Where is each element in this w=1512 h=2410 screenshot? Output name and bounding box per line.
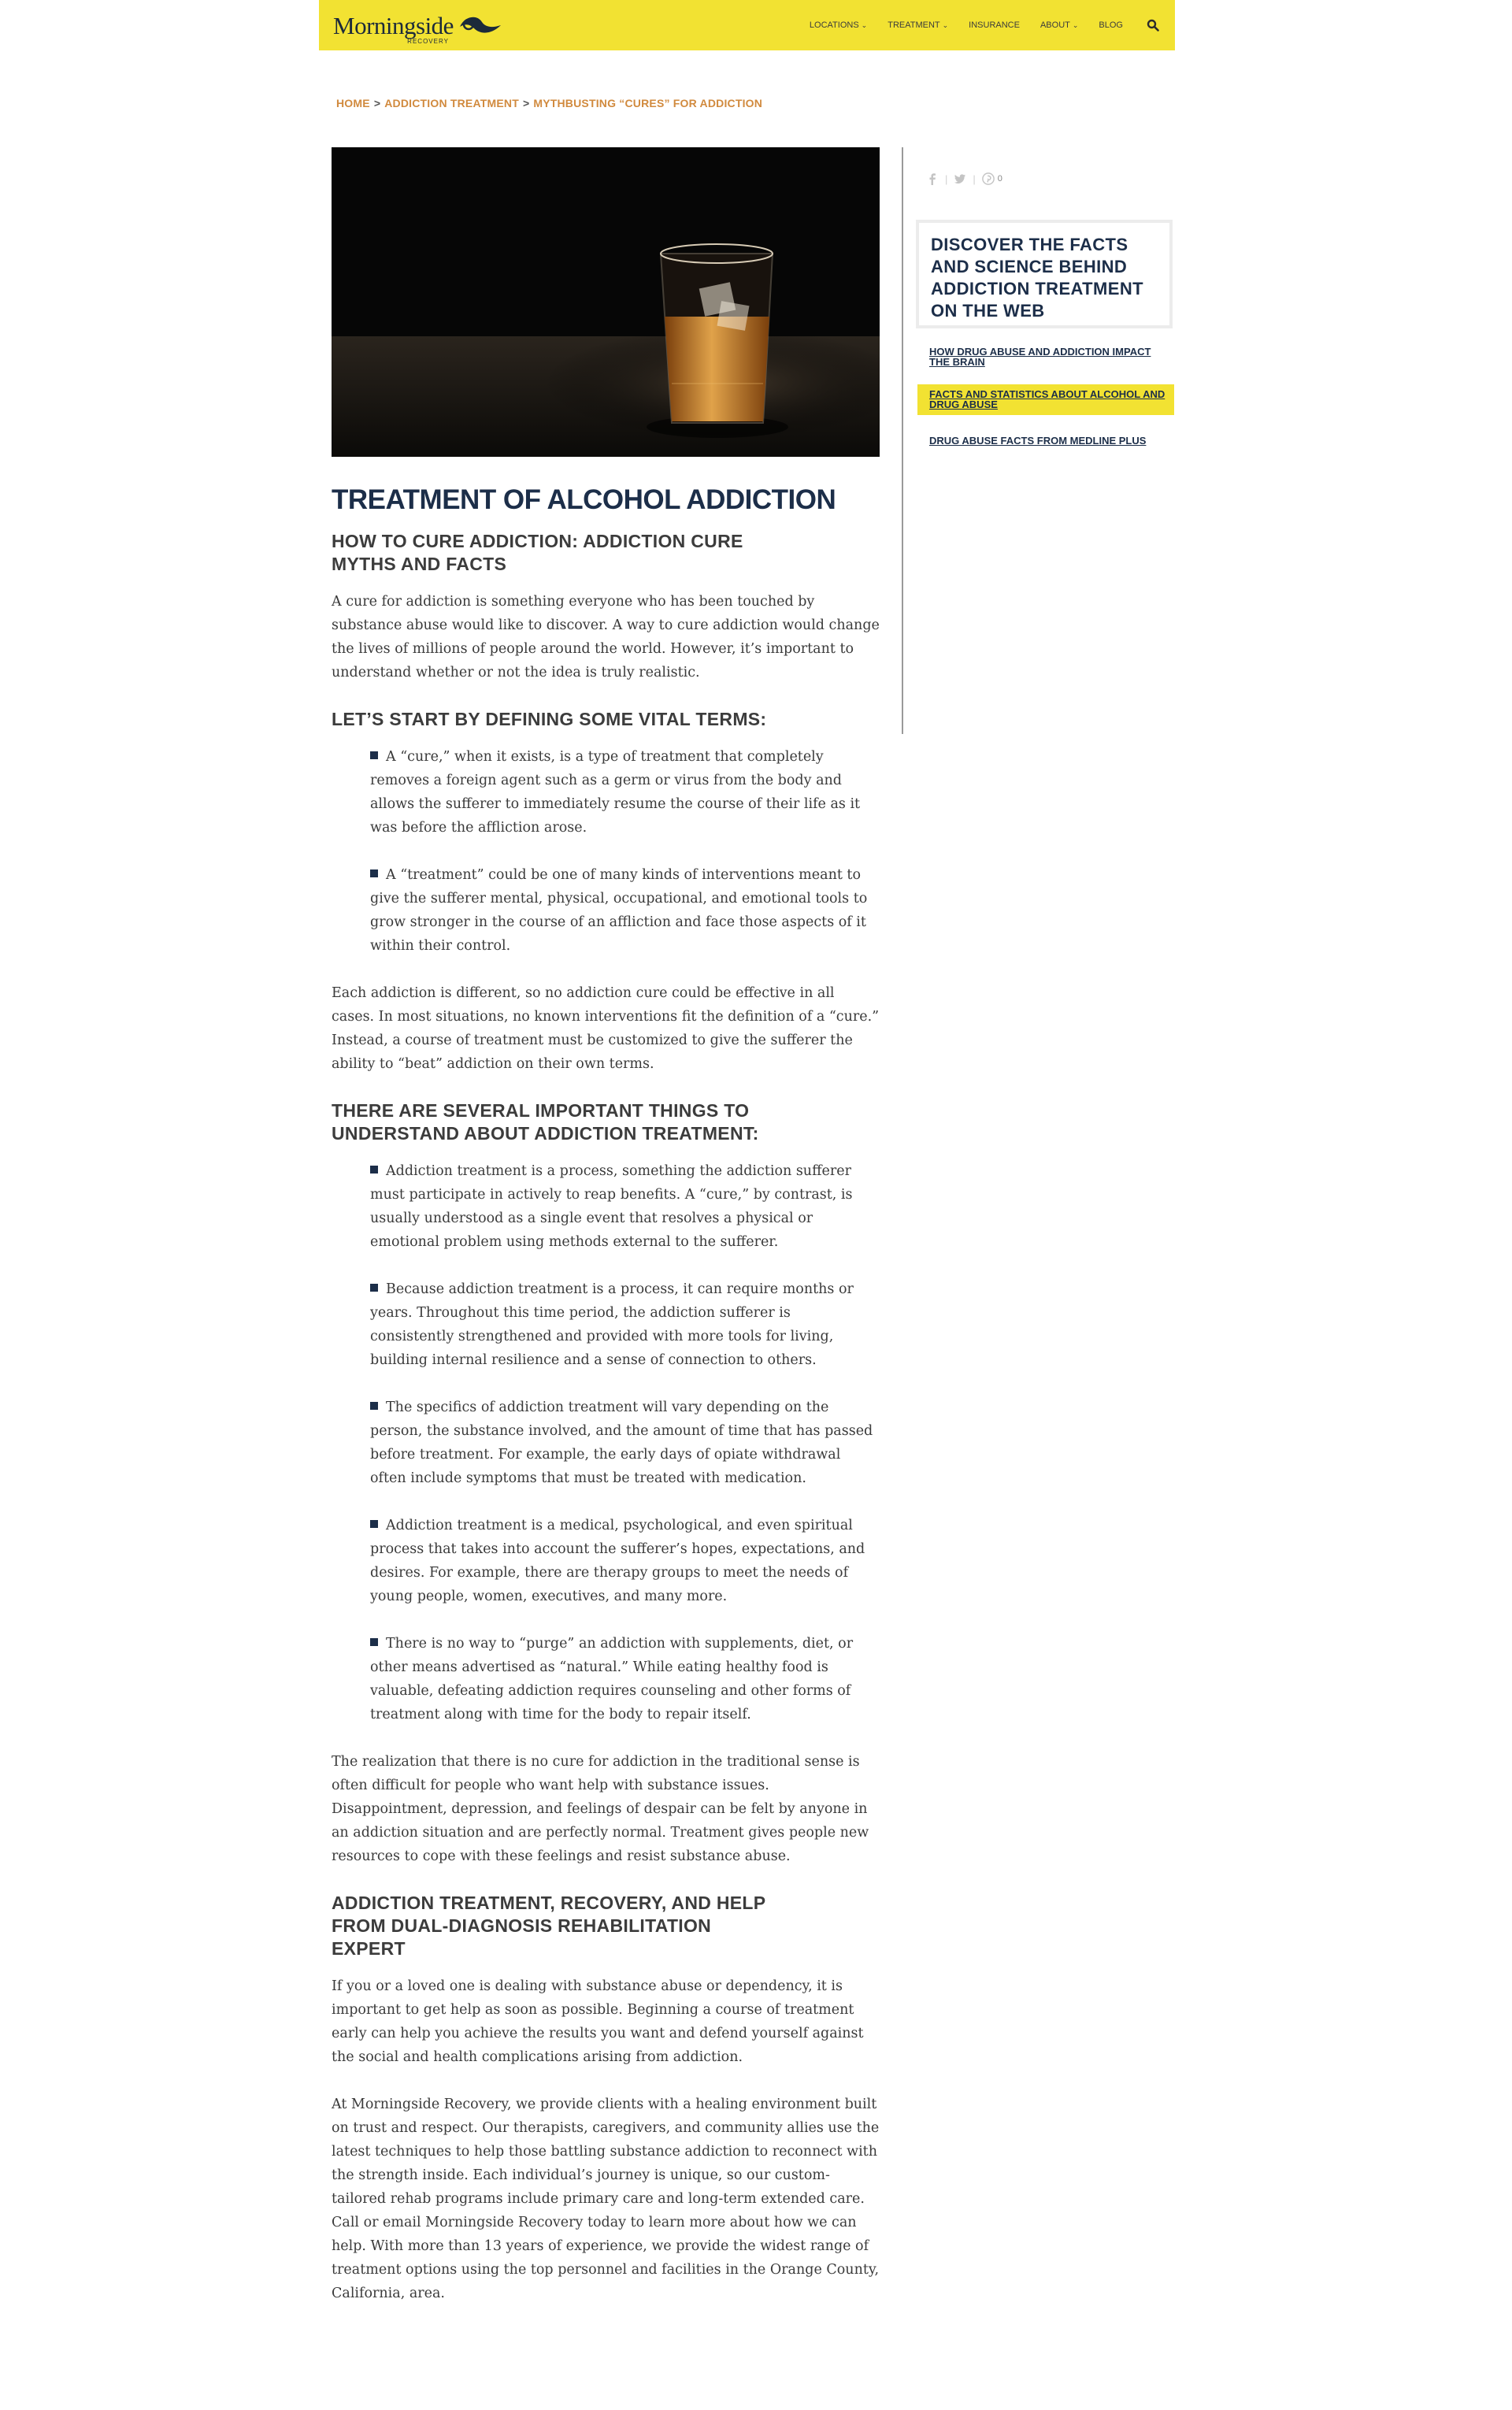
intro-paragraph: A cure for addiction is something everyone who has been touched by substance abuse would like to discover. A way to cure addiction would change the lives of millions of people around the world. However, it’s important to understand whether or not the idea is truly realistic. <box>332 594 880 680</box>
share-bar <box>926 172 1002 186</box>
list-item: A “treatment” could be one of many kinds of interventions meant to give the sufferer mental, physical, occupational, and emotional tools to grow stronger in the course of an affliction and face those aspects of it within their control. <box>370 867 868 954</box>
things-heading: THERE ARE SEVERAL IMPORTANT THINGS TO UNDERSTAND ABOUT ADDICTION TREATMENT: <box>332 1100 759 1144</box>
breadcrumb-current[interactable]: MYTHBUSTING “CURES” FOR ADDICTION <box>533 97 763 109</box>
sidebar-link-facts-statistics[interactable]: FACTS AND STATISTICS ABOUT ALCOHOL AND DRUG ABUSE <box>917 384 1174 415</box>
bullet-square-icon <box>370 1520 378 1528</box>
breadcrumb-separator: > <box>373 97 381 109</box>
breadcrumb <box>336 97 762 109</box>
list-item: A “cure,” when it exists, is a type of treatment that completely removes a foreign agent such as a germ or virus from the body and allows the sufferer to immediately resume the course of their life as it was before the affliction arose. <box>370 749 861 836</box>
divider-bar: | <box>973 172 976 185</box>
sidebar-link-drug-abuse-brain[interactable]: HOW DRUG ABUSE AND ADDICTION IMPACT THE BRAIN <box>929 346 1151 368</box>
list-item: Addiction treatment is a medical, psychological, and even spiritual process that takes into account the sufferer’s hopes, expectations, and desires. For example, there are therapy groups to meet the needs of young people, women, executives, and many more. <box>370 1518 865 1604</box>
list-item: Because addiction treatment is a process, it can require months or years. Throughout this time period, the addiction sufferer is consistently strengthened and provided with more tools for living, building internal resilience and a sense of connection to others. <box>370 1281 854 1368</box>
nav-insurance[interactable]: INSURANCE <box>969 20 1020 30</box>
bullet-square-icon <box>370 869 378 877</box>
terms-heading: LET’S START BY DEFINING SOME VITAL TERMS: <box>332 709 767 729</box>
divider-bar: | <box>945 172 948 185</box>
bullet-square-icon <box>370 1284 378 1292</box>
breadcrumb-home[interactable]: HOME <box>336 97 370 109</box>
nav-treatment[interactable]: TREATMENT ⌄ <box>888 20 949 30</box>
logo-subtext: RECOVERY <box>407 37 449 45</box>
paragraph: Each addiction is different, so no addiction cure could be effective in all cases. In most situations, no known interventions fit the definition of a “cure.” Instead, a course of treatment must be customized to give the sufferer the ability to “beat” addiction on their own terms. <box>332 985 880 1072</box>
breadcrumb-addiction-treatment[interactable]: ADDICTION TREATMENT <box>384 97 519 109</box>
bullet-square-icon <box>370 1166 378 1173</box>
article <box>332 484 880 2329</box>
bullet-square-icon <box>370 751 378 759</box>
breadcrumb-separator: > <box>522 97 530 109</box>
sidebar-link-medline-plus[interactable]: DRUG ABUSE FACTS FROM MEDLINE PLUS <box>929 435 1147 447</box>
logo-wordmark: Morningside RECOVERY <box>333 11 454 45</box>
nav-about[interactable]: ABOUT ⌄ <box>1040 20 1079 30</box>
list-item: Addiction treatment is a process, something the addiction sufferer must participate in actively to reap benefits. A “cure,” by contrast, is usually understood as a single event that resolves a physical or emotional problem using methods external to the sufferer. <box>370 1163 853 1250</box>
nav-blog[interactable]: BLOG <box>1099 20 1123 30</box>
chevron-down-icon: ⌄ <box>942 20 949 29</box>
help-heading: ADDICTION TREATMENT, RECOVERY, AND HELP FROM DUAL-DIAGNOSIS REHABILITATION EXPERT <box>332 1893 765 1959</box>
terms-list <box>370 745 880 958</box>
twitter-icon[interactable] <box>954 172 966 186</box>
paragraph: If you or a loved one is dealing with substance abuse or dependency, it is important to get help as soon as possible. Beginning a course of treatment early can help you achieve the results you want and defend yourself against the social and health complications arising from addiction. <box>332 1978 864 2065</box>
nav-locations[interactable]: LOCATIONS ⌄ <box>809 20 868 30</box>
bullet-square-icon <box>370 1402 378 1410</box>
list-item: There is no way to “purge” an addiction with supplements, diet, or other means advertised as “natural.” While eating healthy food is valuable, defeating addiction requires counseling and other forms of treatment along with time for the body to repair itself. <box>370 1636 854 1722</box>
bullet-square-icon <box>370 1638 378 1646</box>
things-list <box>370 1159 880 1726</box>
facebook-icon[interactable] <box>926 172 939 186</box>
list-item: The specifics of addiction treatment will vary depending on the person, the substance involved, and the amount of time that has passed before treatment. For example, the early days of opiate withdrawal often include symptoms that must be treated with medication. <box>370 1400 873 1486</box>
search-icon[interactable] <box>1147 19 1159 32</box>
whiskey-glass-image <box>332 147 880 457</box>
site-header <box>319 0 1175 50</box>
paragraph: At Morningside Recovery, we provide clients with a healing environment built on trust and respect. Our therapists, caregivers, and community allies use the latest techniques to help those battling substance addiction to reconnect with the strength inside. Each individual’s journey is unique, so our custom-tailored rehab programs include primary care and long-term extended care. Call or email Morningside Recovery today to learn more about how we can help. With more than 13 years of experience, we provide the widest range of treatment options using the top personnel and facilities in the Orange County, California, area. <box>332 2097 880 2301</box>
pinterest-icon[interactable] <box>982 172 995 186</box>
hero-image <box>332 147 880 457</box>
discover-title: DISCOVER THE FACTS AND SCIENCE BEHIND ADDICTION TREATMENT ON THE WEB <box>931 235 1143 321</box>
paragraph: The realization that there is no cure for addiction in the traditional sense is often difficult for people who want help with substance issues. Disappointment, depression, and feelings of despair can be felt by anyone in an addiction situation and are perfectly normal. Treatment gives people new resources to cope with these feelings and resist substance abuse. <box>332 1754 869 1864</box>
page-title: TREATMENT OF ALCOHOL ADDICTION <box>332 484 836 515</box>
logo-wave-icon <box>457 11 502 39</box>
share-count: 0 <box>997 174 1002 184</box>
logo[interactable] <box>333 11 502 45</box>
chevron-down-icon: ⌄ <box>1072 20 1079 29</box>
chevron-down-icon: ⌄ <box>861 20 868 29</box>
main-nav <box>789 19 1159 32</box>
discover-box <box>916 220 1173 328</box>
article-subtitle: HOW TO CURE ADDICTION: ADDICTION CURE MYTHS AND FACTS <box>332 531 743 574</box>
sidebar-divider <box>902 147 903 734</box>
